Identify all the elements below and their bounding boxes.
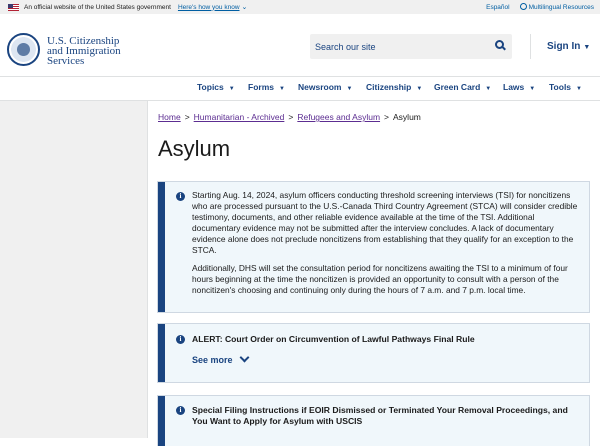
breadcrumb-home[interactable]: Home bbox=[158, 112, 181, 122]
search-icon[interactable] bbox=[495, 40, 504, 49]
sign-in-button[interactable]: Sign In ▼ bbox=[547, 41, 591, 52]
multilingual-link[interactable]: Multilingual Resources bbox=[520, 3, 594, 11]
gov-banner bbox=[0, 0, 600, 14]
caret-down-icon: ▼ bbox=[583, 44, 591, 51]
globe-icon bbox=[520, 3, 527, 10]
chevron-down-icon: ▼ bbox=[346, 86, 353, 92]
nav-laws[interactable]: Laws ▼ bbox=[503, 82, 536, 92]
info-icon: i bbox=[176, 406, 185, 415]
chevron-down-icon: ▼ bbox=[278, 86, 285, 92]
espanol-link[interactable]: Español bbox=[486, 3, 510, 11]
see-more-button[interactable]: See more bbox=[192, 354, 248, 365]
chevron-down-icon: ▼ bbox=[228, 86, 235, 92]
nav-citizenship[interactable]: Citizenship ▼ bbox=[366, 82, 423, 92]
uscis-seal-logo[interactable] bbox=[7, 33, 40, 66]
alert-heading: ALERT: Court Order on Circumvention of Lawful Pathways Final Rule bbox=[192, 334, 475, 344]
nav-newsroom[interactable]: Newsroom ▼ bbox=[298, 82, 353, 92]
chevron-down-icon: ▼ bbox=[529, 86, 536, 92]
nav-forms[interactable]: Forms ▼ bbox=[248, 82, 285, 92]
us-flag-icon bbox=[8, 4, 19, 11]
breadcrumb-current: Asylum bbox=[393, 112, 421, 122]
heres-how-link[interactable]: Here's how you know bbox=[177, 3, 240, 11]
nav-topics[interactable]: Topics ▼ bbox=[197, 82, 235, 92]
chevron-down-icon[interactable]: ⌄ bbox=[241, 4, 248, 11]
chevron-down-icon bbox=[239, 353, 249, 363]
chevron-down-icon: ▼ bbox=[576, 86, 582, 92]
chevron-down-icon: ▼ bbox=[485, 86, 492, 92]
header-divider bbox=[530, 34, 531, 59]
nav-tools[interactable]: Tools ▼ bbox=[549, 82, 582, 92]
main-nav bbox=[0, 77, 600, 101]
breadcrumb: Home > Humanitarian - Archived > Refugees and Asylum > Asylum bbox=[158, 112, 421, 122]
search-input[interactable] bbox=[310, 34, 485, 59]
breadcrumb-humanitarian[interactable]: Humanitarian - Archived bbox=[193, 112, 285, 122]
eoir-alert bbox=[158, 396, 589, 446]
court-order-alert bbox=[158, 324, 589, 382]
search-box bbox=[310, 34, 512, 59]
stca-alert bbox=[158, 182, 589, 312]
info-icon: i bbox=[176, 192, 185, 201]
chevron-down-icon: ▼ bbox=[416, 86, 423, 92]
alert-paragraph-2: Additionally, DHS will set the consultation period for noncitizens awaiting the TSI to a minimum of four hours beginning at the time the noncitizen is provided an opportunity to consult with a person of the noncitizen's choosing and continuing only during the hours of 7 a.m. and 7 p.m. local time. bbox=[192, 263, 568, 295]
alert-paragraph-1: Starting Aug. 14, 2024, asylum officers conducting threshold screening interviews (TSI) for noncitizens who are processed pursuant to the U.S.-Canada Third Country Agreement (STCA) will consider credible testimony, documents, and other reliable evidence available at the time of the TSI. Additional documentary evidence may not be submitted after the interview concludes. A lack of documentary evidence alone does not preclude noncitizens from establishing that they qualify for an exception to the STCA. bbox=[192, 190, 578, 255]
breadcrumb-refugees-asylum[interactable]: Refugees and Asylum bbox=[297, 112, 381, 122]
site-header bbox=[0, 14, 600, 77]
alert-heading: Special Filing Instructions if EOIR Dismissed or Terminated Your Removal Proceedings, and You Want to Apply for Asylum with USCIS bbox=[192, 405, 568, 426]
agency-name[interactable]: U.S. Citizenship and Immigration Services bbox=[47, 35, 121, 67]
info-icon: i bbox=[176, 335, 185, 344]
sidebar bbox=[0, 101, 148, 438]
page-title: Asylum bbox=[158, 136, 231, 161]
nav-green-card[interactable]: Green Card ▼ bbox=[434, 82, 492, 92]
official-site-text: An official website of the United States government bbox=[24, 3, 171, 11]
